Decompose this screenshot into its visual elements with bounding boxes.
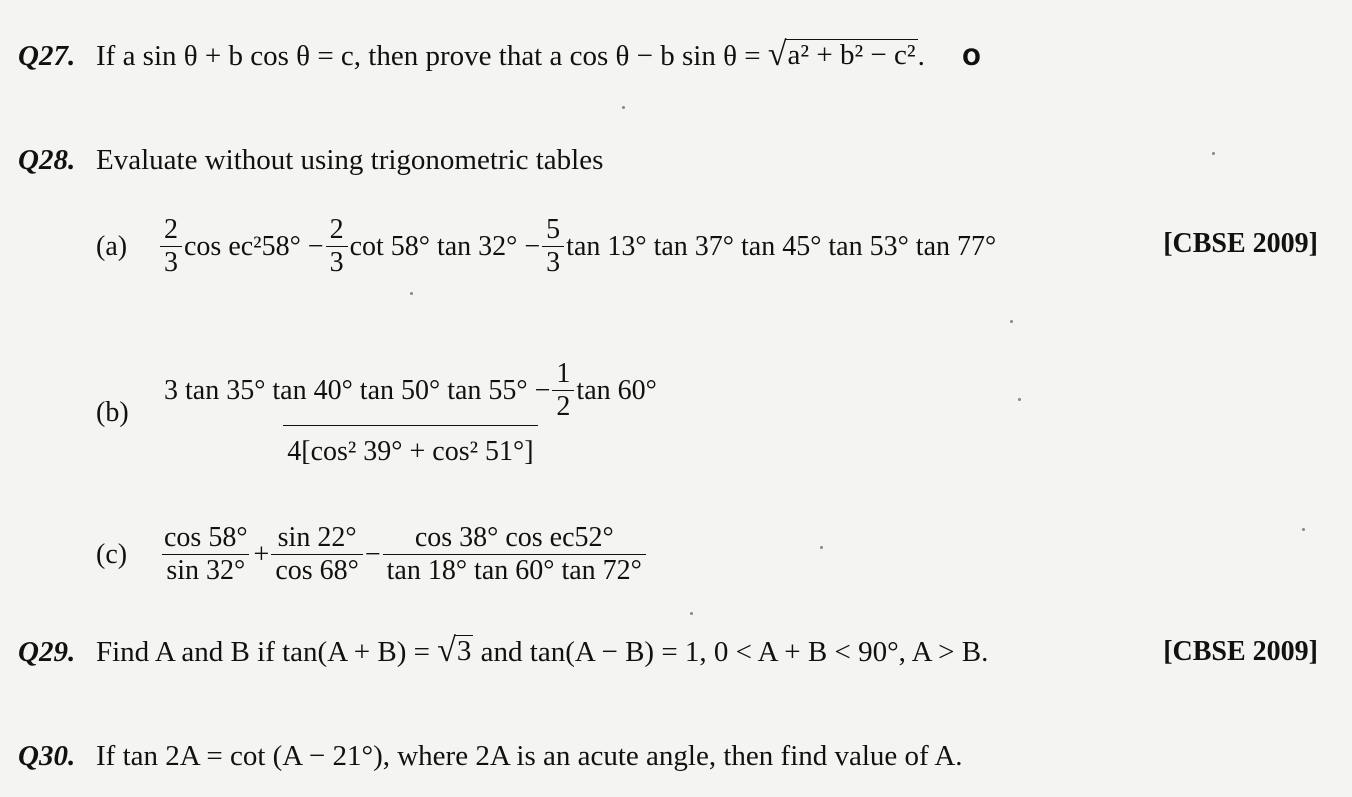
part-label: (a) — [96, 230, 128, 262]
scan-speck — [410, 292, 413, 295]
part-c — [96, 522, 648, 587]
question-text: Evaluate without using trigonometric tables — [96, 144, 604, 176]
fraction: $\frac{5}{3}$ — [542, 214, 564, 279]
question-29: Q29. Find A and B if tan(A + B) = √ 3 and tan(A − B) = 1, 0 < A + B < 90°, A > B. — [18, 632, 989, 669]
question-number: Q27. — [18, 40, 76, 72]
operator: + — [253, 538, 270, 570]
handwritten-mark: O — [962, 46, 981, 71]
scan-speck — [1010, 320, 1013, 323]
radicand: 3 — [456, 635, 472, 668]
radicand: a² + b² − c² — [787, 39, 916, 72]
part-label: (c) — [96, 538, 128, 570]
question-text: If a sin θ + b cos θ = c, then prove that a cos θ − b sin θ = — [96, 40, 761, 72]
question-27: Q27. If a sin θ + b cos θ = c, then prove that a cos θ − b sin θ = √ a² + b² − c² . O — [18, 36, 981, 73]
scan-speck — [1212, 152, 1215, 155]
fraction: $\frac{\cos 58^\circ}{\sin 32^\circ}$ — [164, 522, 248, 587]
question-number: Q30. — [18, 740, 76, 772]
scan-speck — [820, 546, 823, 549]
scan-speck — [1302, 528, 1305, 531]
question-30 — [18, 740, 963, 773]
fraction: $\frac{\sin 22^\circ}{\cos 68^\circ}$ — [271, 522, 363, 587]
fraction: $\frac{\text{cos 38° cos ec52°}}{\tan 18^\circ \tan 60^\circ \tan 72^\circ}$ — [383, 522, 646, 587]
source-tag: [CBSE 2009] — [1163, 636, 1318, 667]
fraction: $\frac{1}{2}$ — [552, 358, 574, 423]
question-text: If tan 2A = cot (A − 21°), where 2A is an acute angle, then find value of A. — [96, 740, 963, 772]
source-tag: [CBSE 2009] — [1163, 228, 1318, 259]
question-28 — [18, 144, 603, 177]
question-number: Q29. — [18, 636, 76, 668]
fraction: $\frac{2}{3}$ — [160, 214, 182, 279]
operator: − — [364, 538, 381, 570]
question-text: Find A and B if tan(A + B) = — [96, 636, 430, 668]
scan-speck — [622, 106, 625, 109]
part-a: (a) $\frac{2}{3}$ cos ec²58° − $\frac{2}{3}$ cot 58° tan 32° − $\frac{5}{3}$ tan 13° tan 37° tan 45° tan 53° tan 77° — [96, 214, 997, 279]
square-root: √ 3 — [437, 632, 472, 669]
question-number: Q28. — [18, 144, 76, 176]
scan-speck — [1018, 398, 1021, 401]
fraction: $\frac{2}{3}$ — [326, 214, 348, 279]
part-label: (b) — [96, 397, 129, 429]
fraction: 3 tan 35° tan 40° tan 50° tan 55° − $\frac{1}{2}$ tan 60° 4[cos² 39° + cos² 51°] — [164, 358, 657, 468]
part-b — [96, 358, 663, 469]
scan-speck — [690, 612, 693, 615]
square-root: √ a² + b² − c² — [767, 36, 916, 73]
